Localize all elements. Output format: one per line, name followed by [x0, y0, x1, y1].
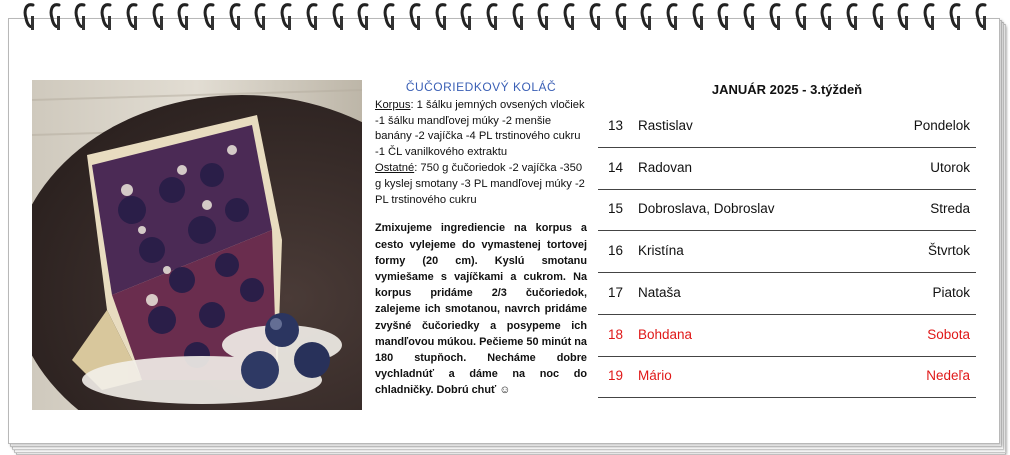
calendar-weekday: Utorok [930, 159, 970, 175]
calendar-nameday: Bohdana [638, 326, 693, 342]
calendar-weekday: Pondelok [913, 118, 970, 133]
korpus-ingredients: : 1 šálku jemných ovsených vločiek -1 šálku mandľovej múky -2 menšie banány -2 vajíčka -4 PL trstinového cukru -1 ČL vanilkového extraktu [375, 98, 585, 159]
spiral-ring [614, 0, 628, 30]
spiral-ring [228, 0, 242, 30]
calendar-weekday: Nedeľa [926, 368, 970, 384]
recipe [375, 80, 587, 399]
calendar-row [598, 148, 976, 190]
calendar-row [598, 106, 976, 148]
spiral-ring [408, 0, 422, 30]
blueberry-cake-photo [32, 80, 362, 410]
spiral-ring [382, 0, 396, 30]
calendar-date: 14 [608, 159, 624, 175]
spiral-ring [742, 0, 756, 30]
spiral-ring [922, 0, 936, 30]
calendar-row [598, 231, 976, 273]
calendar-nameday: Mário [638, 368, 672, 384]
calendar-weekday: Štvrtok [927, 243, 970, 259]
calendar-date: 18 [608, 326, 624, 342]
spiral-ring [768, 0, 782, 30]
spiral-ring [125, 0, 139, 30]
calendar-row [598, 356, 976, 398]
ostatne-label: Ostatné [375, 161, 415, 174]
calendar-row [598, 273, 976, 315]
calendar-row [598, 315, 976, 357]
recipe-title: ČUČORIEDKOVÝ KOLÁČ [405, 80, 557, 94]
spiral-ring [716, 0, 730, 30]
korpus-label: Korpus [375, 98, 411, 111]
spiral-ring [279, 0, 293, 30]
calendar-date: 19 [608, 368, 624, 384]
spiral-ring [562, 0, 576, 30]
spiral-ring [485, 0, 499, 30]
calendar-date: 17 [608, 284, 624, 300]
spiral-ring [356, 0, 370, 30]
calendar-row [598, 189, 976, 231]
spiral-binding [0, 0, 1010, 36]
spiral-ring [511, 0, 525, 30]
recipe-method: Zmixujeme ingrediencie na korpus a cesto vylejeme do vymastenej tortovej formy (20 cm). Kyslú smotanu vymiešame s vajíčkami a cukrom. Na korpus pridáme 2/3 čučoriedok, zalejeme ich smotanou, navrch pridáme zvyšné čučoriedky a posypeme ich mandľovou múkou. Pečieme 50 minút na 180 stupňoch. Necháme dobre vychladnúť a dáme na noc do chladničky. Dobrú chuť ☺ [375, 222, 587, 397]
calendar-weekday: Streda [930, 201, 970, 217]
spiral-ring [665, 0, 679, 30]
spiral-ring [948, 0, 962, 30]
calendar-nameday: Radovan [638, 159, 693, 175]
calendar-nameday: Nataša [638, 284, 681, 300]
spiral-ring [253, 0, 267, 30]
spiral-ring [73, 0, 87, 30]
calendar-date: 13 [608, 118, 624, 133]
spiral-ring [896, 0, 910, 30]
spiral-ring [536, 0, 550, 30]
calendar-nameday: Rastislav [638, 118, 693, 133]
spiral-ring [305, 0, 319, 30]
calendar-nameday: Dobroslava, Dobroslav [638, 201, 775, 217]
spiral-ring [974, 0, 988, 30]
ostatne-ingredients: : 750 g čučoriedok -2 vajíčka -350 g kyslej smotany -3 PL mandľovej múky -2 PL trstinového cukru [375, 161, 585, 206]
calendar-title: JANUÁR 2025 - 3.týždeň [711, 82, 863, 97]
spiral-ring [639, 0, 653, 30]
spiral-ring [691, 0, 705, 30]
spiral-ring [871, 0, 885, 30]
spiral-ring [202, 0, 216, 30]
spiral-ring [48, 0, 62, 30]
spiral-ring [459, 0, 473, 30]
spiral-ring [845, 0, 859, 30]
calendar-weekday: Sobota [927, 326, 970, 342]
spiral-ring [22, 0, 36, 30]
spiral-ring [819, 0, 833, 30]
calendar-date: 15 [608, 201, 624, 217]
ingredients [375, 98, 587, 209]
spiral-ring [151, 0, 165, 30]
calendar-date: 16 [608, 243, 624, 259]
spiral-ring [99, 0, 113, 30]
spiral-ring [588, 0, 602, 30]
calendar-nameday: Kristína [638, 243, 684, 259]
spiral-ring [434, 0, 448, 30]
spiral-ring [331, 0, 345, 30]
calendar-weekday: Piatok [932, 284, 970, 300]
spiral-ring [794, 0, 808, 30]
spiral-ring [176, 0, 190, 30]
